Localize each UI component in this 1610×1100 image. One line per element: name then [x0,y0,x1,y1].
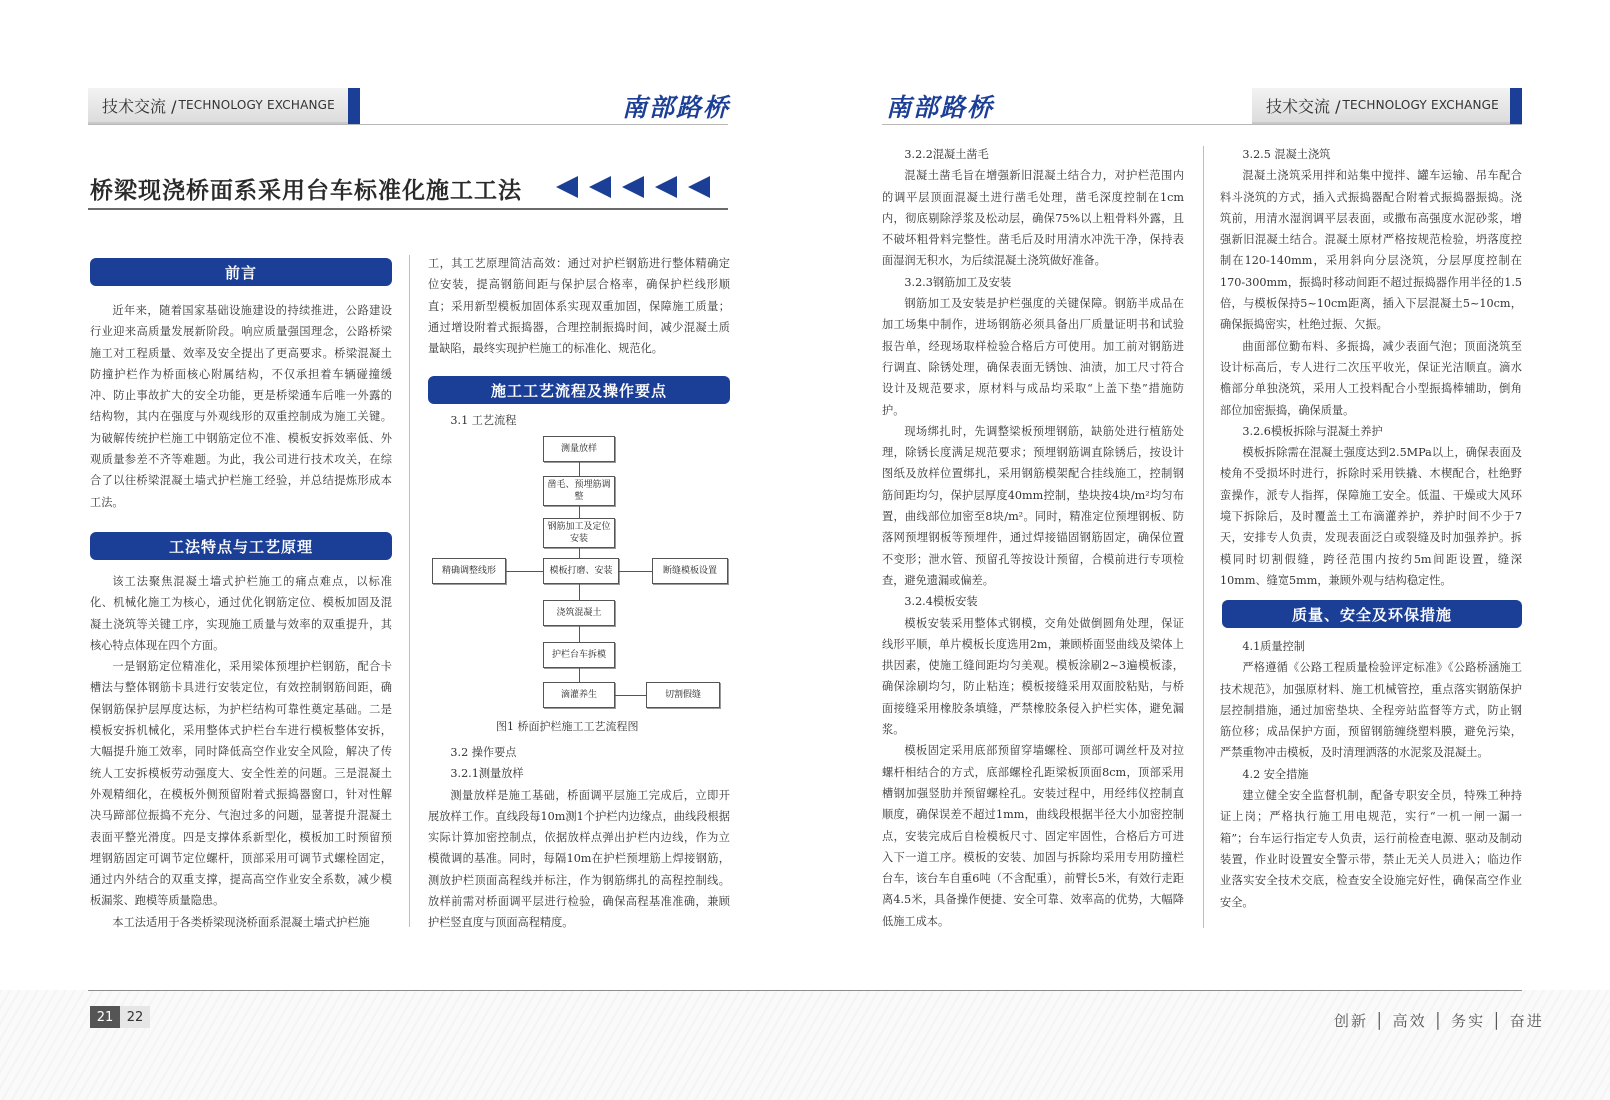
subheading: 3.2 操作要点 [450,746,517,759]
paragraph: 钢筋加工及安装是护栏强度的关键保障。钢筋半成品在加工场集中制作，进场钢筋必须具备出厂质量证明书和试验报告单，经现场取样检验合格后方可使用。加工前对钢筋进行调直、除锈处理，确保表面无锈蚀、油渍，加工尺寸符合设计及规范要求，原材料与成品均采取“上盖下垫”措施防护。 [882,297,1184,417]
paragraph: 模板固定采用底部预留穿墙螺栓、顶部可调丝杆及对拉螺杆相结合的方式，底部螺栓孔距梁板顶面8cm，顶部采用槽钢加强竖肋并预留螺栓孔。安装过程中，用经纬仪控制直顺度，确保误差不超过1mm，曲线段根据半径大小加密控制点，安装完成后自检模板尺寸、固定牢固性，合格后方可进入下一道工序。模板的安装、加固与拆除均采用专用防撞栏台车，该台车自重6吨（不含配重），前臂长5米，有效行走距离4.5米，具备操作便捷、安全可靠、效率高的优势，大幅降低施工成本。 [882,744,1184,928]
subheading: 3.2.1测量放样 [450,767,524,781]
paragraph: 本工法适用于各类桥梁现浇桥面系混凝土墙式护栏施 [112,915,370,929]
preface-body [90,300,392,513]
tab-english-label: TECHNOLOGY EXCHANGE [1342,98,1499,112]
features-body [90,571,392,933]
paragraph: 测量放样是施工基础，桥面调平层施工完成后，立即开展放样工作。直线段每10m测1个护栏内边缘点，曲线段根据实际计算加密控制点，依据放样点弹出护栏内边线，作为立模微调的基准。同时，每隔10m在护栏预埋筋上焊接钢筋，测放护栏顶面高程线并标注，作为钢筋绑扎的高程控制线。放样前需对桥面调平层进行检验，确保高程基准准确，兼顾护栏竖直度与顶面高程精度。 [428,788,730,930]
subheading: 3.2.4模板安装 [904,595,978,609]
flow-side-cut-joint: 切割假缝 [646,682,720,708]
paragraph: 混凝土浇筑采用拌和站集中搅拌、罐车运输、吊车配合料斗浇筑的方式，插入式振捣器配合附着式振捣器振捣。浇筑前，用清水湿润调平层表面，或撒布高强度水泥砂浆，增强新旧混凝土结合。混凝土原材严格按规范检验，坍落度控制在120-140mm，采用斜向分层浇筑，分层厚度控制在170-300mm，振捣时移动间距不超过振捣器作用半径的1.5倍，与模板保持5~10cm距离，插入下层混凝土5~10cm，确保振捣密实，杜绝过振、欠振。 [1220,169,1522,332]
title-underline [88,208,728,210]
subheading: 3.2.6模板拆除与混凝土养护 [1242,424,1383,438]
header-divider [882,124,1522,125]
footer-slogan: 创新 │ 高效 │ 务实 │ 奋进 [1334,1012,1544,1030]
flow-step-chiseling: 凿毛、预埋筋调整 [543,476,615,506]
paragraph: 曲面部位勤布料、多振捣，减少表面气泡；顶面浇筑至设计标高后，专人进行二次压平收光，保证光洁顺直。滴水檐部分单独浇筑，采用人工投料配合小型振捣棒辅助，倒角部位加密振捣，确保质量。 [1220,339,1522,417]
section-heading-quality: 质量、安全及环保措施 [1222,600,1522,628]
flow-connector [579,506,580,518]
paragraph: 工，其工艺原理简洁高效：通过对护栏钢筋进行整体精确定位安装，提高钢筋间距与保护层合格率，确保护栏线形顺直；采用新型模板加固体系实现双重加固，保障施工质量；通过增设附着式振捣器，合理控制振捣时间，减少混凝土质量缺陷，最终实现护栏施工的标准化、规范化。 [428,257,730,356]
flow-connector [619,571,652,572]
flow-connector [579,584,580,600]
arrow-left-icon [556,176,578,198]
subheading: 4.1质量控制 [1242,640,1305,653]
section-heading-process: 施工工艺流程及操作要点 [428,376,730,404]
flow-step-survey: 测量放样 [543,436,615,462]
operation-body [428,742,730,934]
paragraph: 建立健全安全监督机制，配备专职安全员，特殊工种持证上岗；严格执行施工用电规范，实行“一机一闸一漏一箱”；台车运行指定专人负责，运行前检查电源、驱动及制动装置，作业时设置安全警示带，禁止无关人员进入；临边作业落实安全技术交底，检查安全设施完好性，确保高空作业安全。 [1220,789,1522,909]
subheading: 4.2 安全措施 [1242,767,1309,781]
flow-connector [506,571,543,572]
subheading: 3.2.2混凝土凿毛 [904,148,989,161]
page-number-right: 22 [120,1006,150,1028]
col3-body [882,144,1184,932]
column-divider [1203,146,1204,928]
title-arrows-decoration [556,176,710,198]
paragraph: 现场绑扎时，先调整梁板预埋钢筋，缺筋处进行植筋处理，除锈长度满足规范要求；预埋钢筋调直除锈后，按设计图纸及放样位置绑扎，采用钢筋模架配合挂线施工，控制钢筋间距均匀，保护层厚度40mm控制，垫块按4块/m²均匀布置，曲线部位加密至8块/m²。同时，精准定位预埋钢板、防落网预埋钢板等预埋件，通过焊接锚固钢筋固定，确保位置不变形；泄水管、预留孔等按设计预留，合模前进行专项检查，避免遗漏或偏差。 [882,424,1184,587]
tab-chinese-label: 技术交流 / [102,96,177,116]
section-heading-features: 工法特点与工艺原理 [90,532,392,560]
tab-chinese-label: 技术交流 / [1266,96,1341,116]
section-tab-left [88,88,360,124]
column-divider [409,255,410,927]
subheading: 3.2.3钢筋加工及安装 [904,275,1012,289]
section-tab-right [1252,88,1522,124]
paragraph: 严格遵循《公路工程质量检验评定标准》《公路桥涵施工技术规范》，加强原材料、施工机械管控，重点落实钢筋保护层控制措施，通过加密垫块、全程旁站监督等方式，防止钢筋位移；成品保护方面，预留钢筋缠绕塑料膜，避免污染，严禁重物冲击模板，及时清理洒落的水泥浆及混凝土。 [1220,661,1522,760]
flow-connector [579,548,580,558]
tab-accent [348,88,360,124]
col4-body-top [1220,144,1522,591]
flow-side-alignment: 精确调整线形 [432,558,506,584]
subheading-3-1 [428,410,730,431]
page-number-left: 21 [90,1006,120,1028]
brand-logo: 南部路桥 [622,93,731,122]
section-heading-preface: 前言 [90,258,392,286]
brand-logo: 南部路桥 [886,93,995,122]
paragraph: 该工法聚焦混凝土墙式护栏施工的痛点难点，以标准化、机械化施工为核心，通过优化钢筋定位、模板加固及混凝土浇筑等关键工序，实现施工质量与效率的双重提升，其核心特点体现在四个方面。 [90,575,392,652]
flow-step-formwork: 模板打磨、安装 [543,558,619,584]
flow-connector [615,695,646,696]
arrow-left-icon [655,176,677,198]
flow-side-joint-formwork: 断缝模板设置 [652,558,728,584]
subheading: 3.1 工艺流程 [450,414,517,427]
flow-connector [579,626,580,642]
figure-caption: 图1 桥面护栏施工工艺流程图 [496,720,639,733]
principle-body [428,253,730,359]
footer-background [0,990,1610,1100]
flow-step-curing: 滴灌养生 [543,682,615,708]
tab-english-label: TECHNOLOGY EXCHANGE [178,98,335,112]
flow-step-demolding: 护栏台车拆模 [543,642,615,668]
flow-connector [579,462,580,476]
paragraph: 模板安装采用整体式钢模，交角处做倒圆角处理，保证线形平顺，单片模板长度选用2m，兼顾桥面竖曲线及梁体上拱因素，使施工缝间距均匀美观。模板涂刷2~3遍模板漆，确保涂刷均匀，防止粘连；模板接缝采用双面胶粘贴，与桥面接缝采用橡胶条填缝，严禁橡胶条侵入护栏实体，避免漏浆。 [882,616,1184,737]
col4-body-bottom [1220,636,1522,913]
arrow-left-icon [688,176,710,198]
arrow-left-icon [589,176,611,198]
paragraph: 混凝土凿毛旨在增强新旧混凝土结合力，对护栏范围内的调平层顶面混凝土进行凿毛处理，凿毛深度控制在1cm内，彻底剔除浮浆及松动层，确保75%以上粗骨料外露，且不破坏粗骨料完整性。凿毛后及时用清水冲洗干净，保持表面湿润无积水，为后续混凝土浇筑做好准备。 [882,169,1184,268]
header-divider [88,124,728,125]
tab-accent [1510,88,1522,124]
flow-step-rebar: 钢筋加工及定位安装 [543,518,615,548]
flow-connector [579,668,580,682]
article-title: 桥梁现浇桥面系采用台车标准化施工工法 [90,178,522,204]
paragraph: 一是钢筋定位精准化，采用梁体预埋护栏钢筋，配合卡槽法与整体钢筋卡具进行安装定位，有效控制钢筋间距，确保钢筋保护层厚度达标，为护栏结构可靠性奠定基础。二是模板安拆机械化，采用整体式护栏台车进行模板整体安拆，大幅提升施工效率，同时降低高空作业安全风险，解决了传统人工安拆模板劳动强度大、安全性差的问题。三是混凝土外观精细化，在模板外侧预留附着式振捣器窗口，针对性解决马蹄部位振捣不充分、气泡过多的问题，显著提升混凝土表面平整光滑度。四是支撑体系新型化，模板加工时预留预埋钢筋固定可调节定位螺杆，顶部采用可调节式螺栓固定，通过内外结合的双重支撑，提高高空作业安全系数，减少模板漏浆、跑模等质量隐患。 [90,660,392,908]
flow-step-pouring: 浇筑混凝土 [543,600,615,626]
subheading: 3.2.5 混凝土浇筑 [1242,148,1331,161]
paragraph: 模板拆除需在混凝土强度达到2.5MPa以上，确保表面及棱角不受损坏时进行，拆除时采用铁撬、木楔配合，杜绝野蛮操作，派专人指挥，保障施工安全。低温、干燥或大风环境下拆除后，及时覆盖土工布滴灌养护，养护时间不少于7天，安排专人负责，发现表面泛白或裂缝及时加强养护。拆模同时切割假缝，跨径范围内按约5m间距设置，缝深10mm、缝宽5mm，兼顾外观与结构稳定性。 [1220,446,1522,587]
footer-divider [88,990,1522,991]
paragraph: 近年来，随着国家基础设施建设的持续推进，公路建设行业迎来高质量发展新阶段。响应质量强国理念，公路桥梁施工对工程质量、效率及安全提出了更高要求。桥梁混凝土防撞护栏作为桥面核心附属结构，不仅承担着车辆碰撞缓冲、防止事故扩大的安全功能，更是桥梁通车后唯一外露的结构物，其内在强度与外观线形的双重控制成为施工关键。为破解传统护栏施工中钢筋定位不准、模板安拆效率低、外观质量参差不齐等难题。为此，我公司进行技术攻关，在综合了以往桥梁混凝土墙式护栏施工经验，并总结提炼形成本工法。 [90,304,392,509]
arrow-left-icon [622,176,644,198]
